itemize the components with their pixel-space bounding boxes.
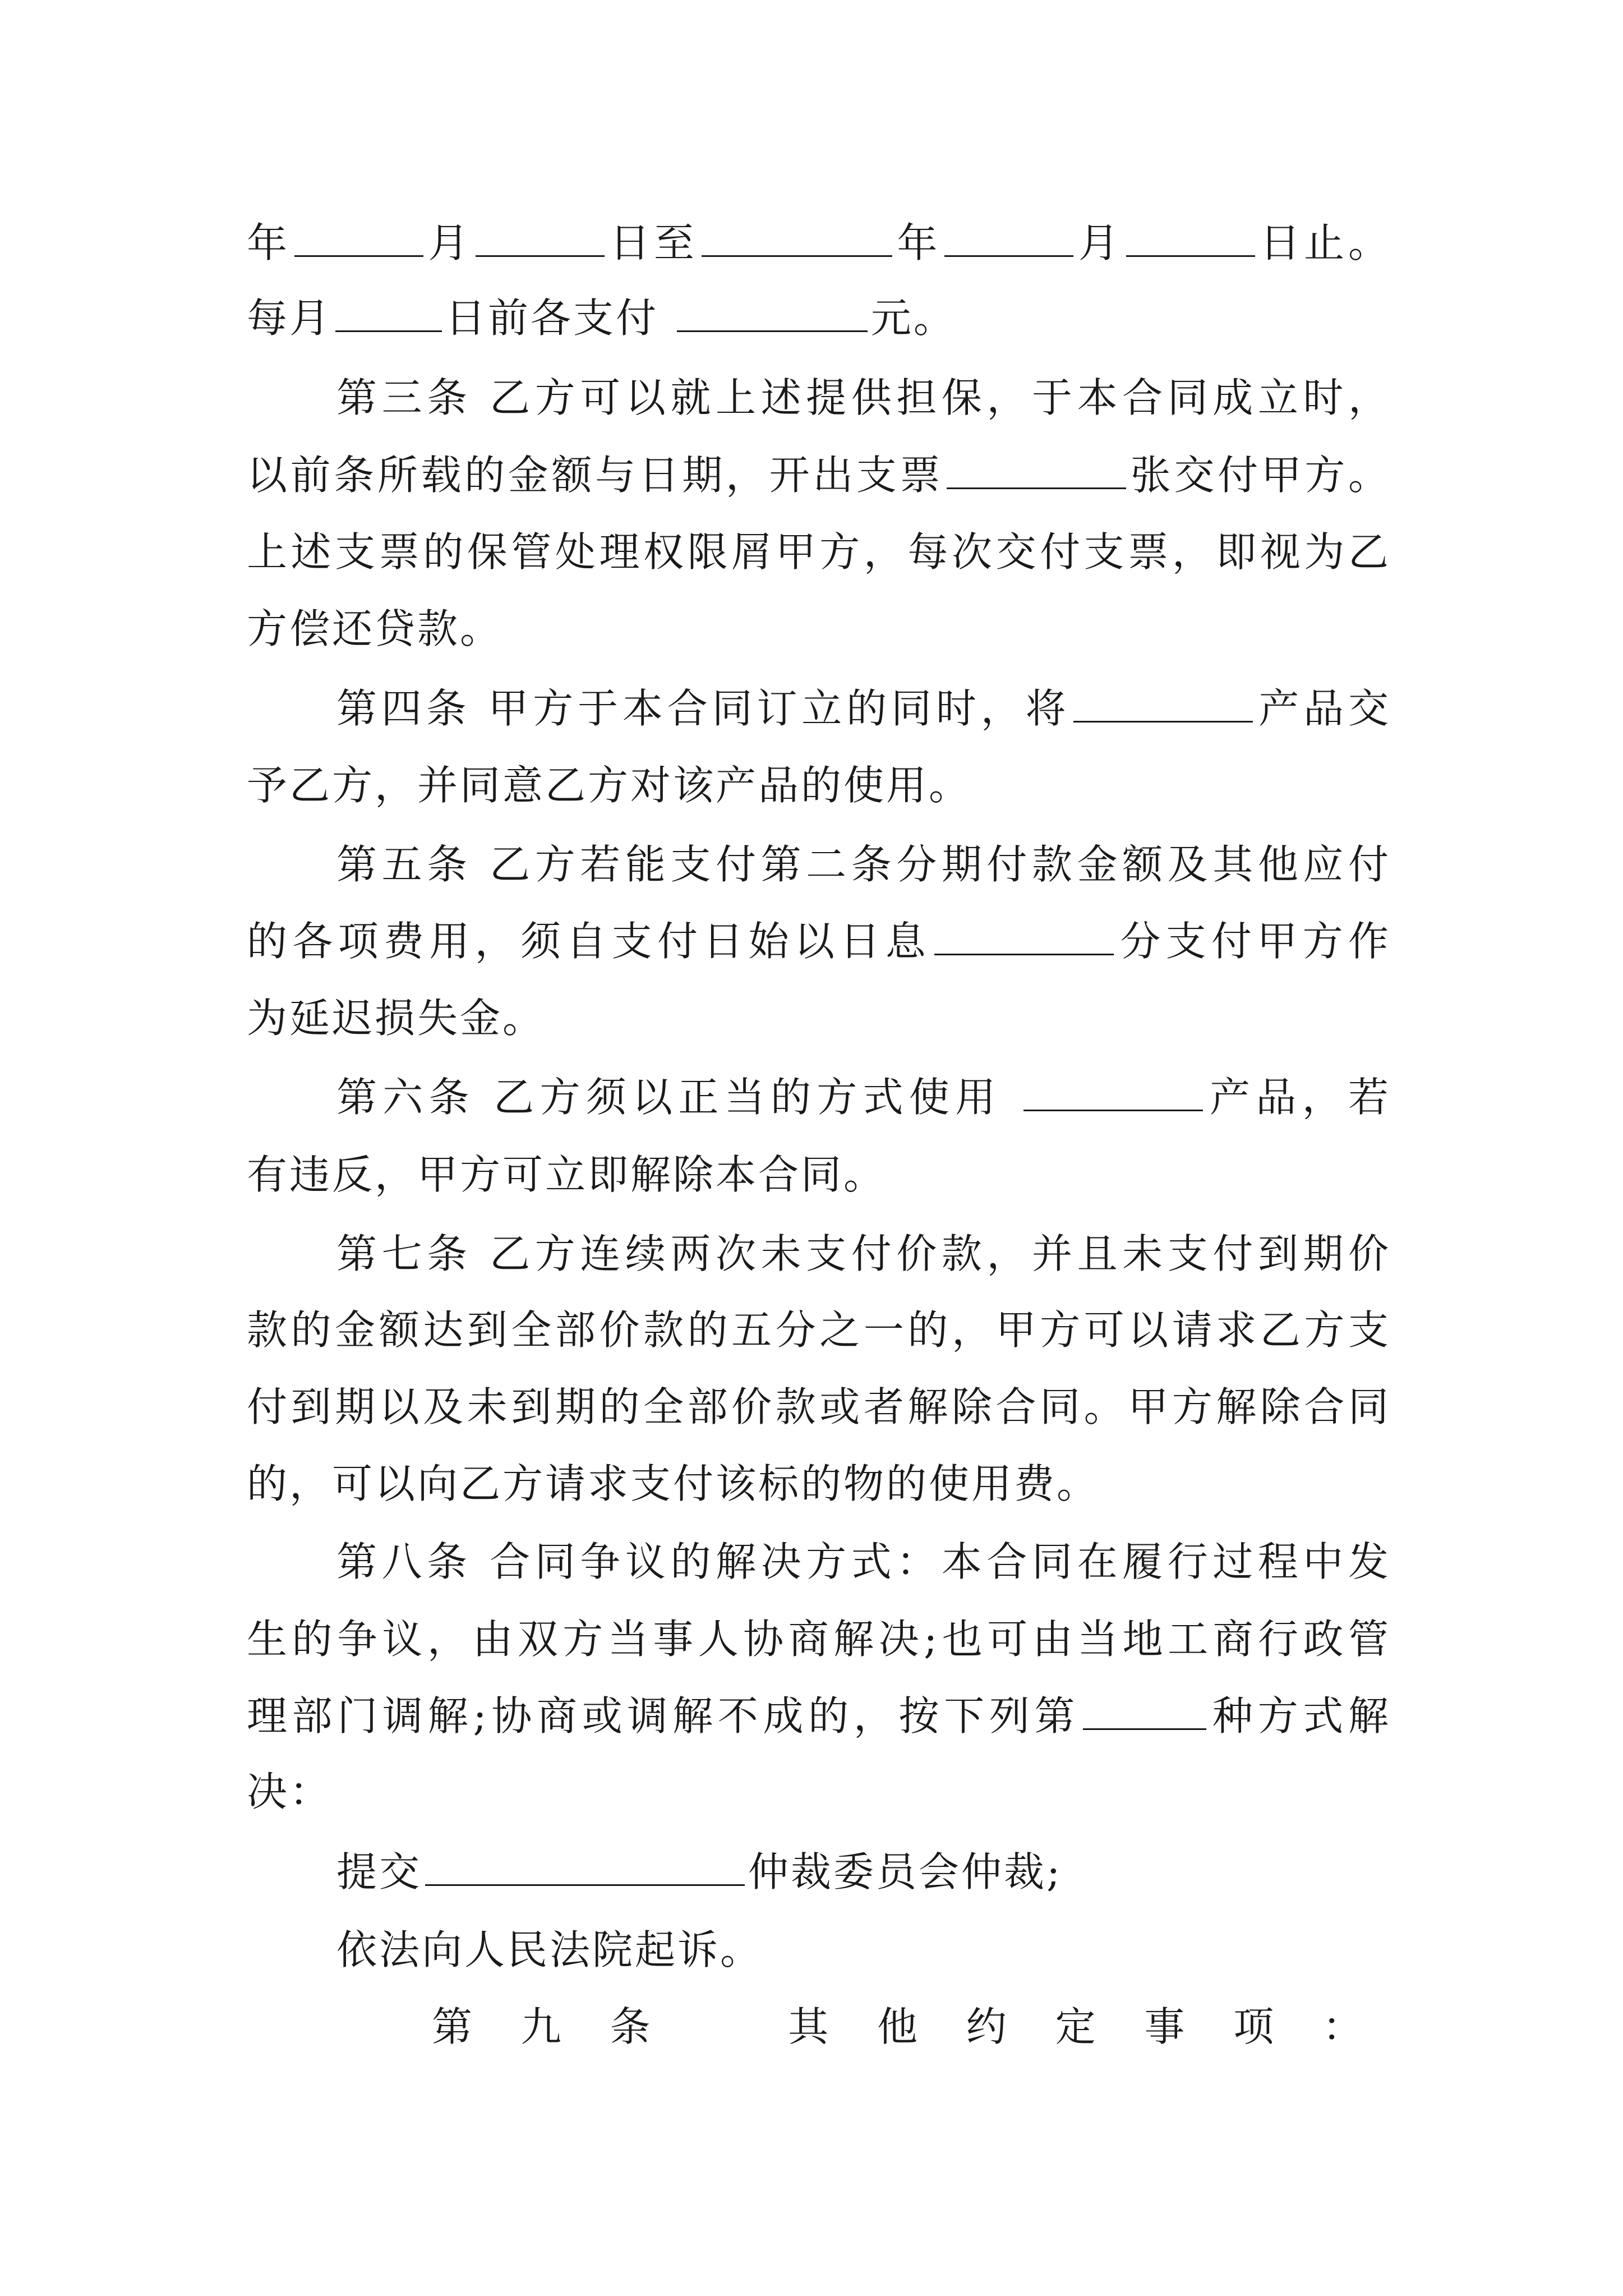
- article-5-line-1: 第五条 乙方若能支付第二条分期付款金额及其他应付: [336, 841, 1391, 888]
- text-segment: 张交付甲方。: [1129, 452, 1391, 499]
- text-segment: 元。: [870, 295, 956, 342]
- blank-field: [944, 219, 1073, 257]
- blank-field: [1126, 219, 1255, 257]
- article-6-line-1: [336, 1066, 1391, 1128]
- article-3-line-2: [247, 444, 1391, 506]
- option-arbitration: [336, 1841, 1391, 1903]
- article-3-line-4: 方偿还贷款。: [247, 605, 503, 652]
- option-court: 依法向人民法院起诉。: [336, 1926, 763, 1973]
- text-segment: 第四条 甲方于本合同订立的同时，将: [336, 685, 1071, 732]
- article-8-line-4: 决：: [247, 1768, 333, 1815]
- blank-field: [677, 295, 868, 332]
- article-4-line-2: 予乙方，并同意乙方对该产品的使用。: [247, 762, 972, 809]
- article-4-line-1: [336, 678, 1391, 739]
- text-segment: 日止。: [1258, 219, 1391, 266]
- text-segment: 年: [895, 219, 942, 266]
- text-segment: 月: [426, 219, 473, 266]
- text-segment: 月: [1077, 219, 1123, 266]
- blank-field: [1083, 1692, 1206, 1730]
- text-segment: 理部门调解;协商或调解不成的，按下列第: [247, 1692, 1080, 1740]
- text-segment: 提交: [336, 1848, 422, 1895]
- article-5-line-2: [247, 910, 1391, 972]
- blank-field: [1023, 1074, 1203, 1111]
- text-segment: 产品交: [1256, 685, 1391, 732]
- article-7-line-3: 付到期以及未到期的全部价款或者解除合同。甲方解除合同: [247, 1383, 1391, 1430]
- text-segment: 分支付甲方作: [1117, 918, 1391, 965]
- text-segment: 产品，若: [1206, 1074, 1391, 1121]
- text-segment: 种方式解: [1210, 1692, 1391, 1740]
- article-6-line-2: 有违反，甲方可立即解除本合同。: [247, 1151, 887, 1198]
- date-range-line: [247, 212, 1391, 274]
- blank-field: [335, 295, 442, 332]
- text-segment: 的各项费用，须自支付日始以日息: [247, 918, 931, 965]
- text-segment: 以前条所载的金额与日期，开出支票: [247, 452, 944, 499]
- blank-field: [294, 219, 423, 257]
- blank-field: [1073, 685, 1253, 723]
- article-7-line-1: 第七条 乙方连续两次未支付价款，并且未支付到期价: [336, 1230, 1391, 1277]
- article-9-heading: 第 九 条 其 他 约 定 事 项 ：: [432, 2003, 1363, 2050]
- blank-field: [425, 1848, 745, 1886]
- article-3-line-1: 第三条 乙方可以就上述提供担保，于本合同成立时，: [336, 374, 1391, 421]
- blank-field: [947, 452, 1126, 489]
- text-segment: 日前各支付: [445, 295, 674, 342]
- article-8-line-2: 生的争议，由双方当事人协商解决;也可由当地工商行政管: [247, 1616, 1391, 1663]
- article-8-line-1: 第八条 合同争议的解决方式：本合同在履行过程中发: [336, 1538, 1391, 1585]
- blank-field: [934, 918, 1114, 955]
- blank-field: [476, 219, 605, 257]
- article-8-line-3: [247, 1685, 1391, 1747]
- article-7-line-4: 的，可以向乙方请求支付该标的物的使用费。: [247, 1460, 1100, 1507]
- article-7-line-2: 款的金额达到全部价款的五分之一的，甲方可以请求乙方支: [247, 1306, 1391, 1354]
- blank-field: [702, 219, 892, 257]
- text-segment: 日至: [608, 219, 698, 266]
- article-5-line-3: 为延迟损失金。: [247, 995, 546, 1042]
- article-3-line-3: 上述支票的保管处理权限屑甲方，每次交付支票，即视为乙: [247, 528, 1391, 576]
- text-segment: 每月: [247, 295, 333, 342]
- text-segment: 仲裁委员会仲裁;: [748, 1848, 1063, 1895]
- monthly-payment-line: [247, 287, 1391, 349]
- text-segment: 第六条 乙方须以正当的方式使用: [336, 1074, 1020, 1121]
- text-segment: 年: [247, 219, 291, 266]
